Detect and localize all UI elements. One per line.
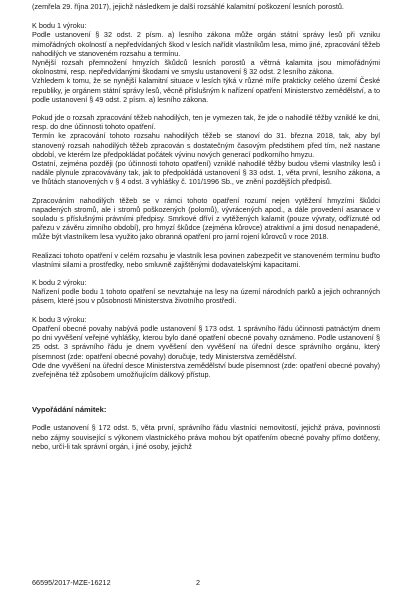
paragraph: Podle ustanovení § 32 odst. 2 písm. a) lesního zákona může orgán státní správy lesů při vzniku mimořádných okolností a nepředvídaných škod v lesích nařídit vlastníkům lesa, mimo jiné, zpracování těžeb nahodilých ve stanoveném rozsahu a termínu. bbox=[32, 30, 380, 58]
paragraph: Realizaci tohoto opatření v celém rozsahu je vlastník lesa povinen zabezpečit ve stanoveném termínu buďto vlastními silami a prostředky, nebo smluvně zajištěnými dodavatelskými kapacitami. bbox=[32, 250, 380, 269]
page-number: 2 bbox=[196, 578, 201, 587]
paragraph: Termín ke zpracování tohoto rozsahu nahodilých těžeb se stanoví do 31. března 2018, tak, aby byl stanovený rozsah nahodilých těžeb zpracován s dostatečným časovým předstihem před tím, než nastane období, ve kterém lze předpokládat počátek vývinu nových generací podkorního hmyzu. bbox=[32, 131, 380, 159]
paragraph: Pokud jde o rozsah zpracování těžeb nahodilých, ten je vymezen tak, že jde o nahodilé těžby vzniklé ke dni, resp. do dne účinnosti tohoto opatření. bbox=[32, 113, 380, 132]
section-zpracovani bbox=[32, 196, 380, 242]
objections-heading: Vypořádání námitek: bbox=[32, 405, 107, 415]
paragraph: Zpracováním nahodilých těžeb se v rámci tohoto opatření rozumí nejen vytěžení hmyzími škůdci napadených stromů, ale i stromů poškozených (polomů), vývrácených apod., a dále provedení asanace v souladu s příslušnými právními předpisy. Smrkové dříví z vytěžených kalamit (pouze vývraty, odříznuté od pařezu v závěru zimního období), pro hmyzí škůdce (zejména kůrovce) atraktivní a jimi dosud nenapadené, může být vlastníkem lesa využito jako obranná opatření pro jarní rojení kůrovců v roce 2018. bbox=[32, 195, 380, 242]
section-bod-2 bbox=[32, 278, 380, 306]
section-title: K bodu 2 výroku: bbox=[32, 278, 87, 288]
paragraph: Nařízení podle bodu 1 tohoto opatření se nevztahuje na lesy na území národních parků a jejich ochranných pásem, které jsou v působnosti Ministerstva životního prostředí. bbox=[32, 287, 380, 306]
section-realizace bbox=[32, 251, 380, 269]
section-rozsah bbox=[32, 113, 380, 187]
paragraph: Vzhledem k tomu, že se nynější kalamitní situace v lesích týká v různé míře prakticky celého území České republiky, je orgánem státní správy lesů, věcně příslušným k nařízení opatření Ministerstvo zemědělství, a to podle ustanovení § 49 odst. 2 písm. a) lesního zákona. bbox=[32, 76, 380, 104]
document-number: 66595/2017-MZE-16212 bbox=[32, 578, 111, 587]
section-title: K bodu 3 výroku: bbox=[32, 314, 87, 324]
paragraph: Ostatní, zejména později (po účinnosti tohoto opatření) vzniklé nahodilé těžby budou všemi vlastníky lesů i nadále plynule zpracovávány tak, jak to předpokládá ustanovení § 33 odst. 1, věta první, lesního zákona, a ve lhůtách stanovených v § 4 odst. 3 vyhlášky č. 101/1996 Sb., ve znění pozdějších předpisů. bbox=[32, 159, 380, 187]
paragraph: Nynější rozsah přemnožení hmyzích škůdců lesních porostů a větrná kalamita jsou mimořádnými okolnostmi, resp. nepředvídanými škodami ve smyslu ustanovení § 32 odst. 2 lesního zákona. bbox=[32, 58, 380, 77]
paragraph: Ode dne vyvěšení na úřední desce Ministerstva zemědělství bude písemnost (zde: opatření obecné povahy) zveřejněna též způsobem umožňujícím dálkový přístup. bbox=[32, 360, 380, 379]
section-objections bbox=[32, 405, 380, 451]
section-bod-3 bbox=[32, 315, 380, 379]
objections-paragraph: Podle ustanovení § 172 odst. 5, věta první, správního řádu vlastníci nemovitostí, jejichž práva, povinnosti nebo zájmy související s výkonem vlastnického práva mohou být opatřením obecné povahy přímo dotčeny, nebo, určí-li tak správní orgán, i jiné osoby, jejichž bbox=[32, 423, 380, 451]
section-bod-1 bbox=[32, 21, 380, 104]
section-title: K bodu 1 výroku: bbox=[32, 21, 87, 31]
intro-paragraph: (zemřela 29. října 2017), jejichž následkem je další rozsáhlé kalamitní poškození lesních porostů. bbox=[32, 2, 344, 11]
paragraph: Opatření obecné povahy nabývá podle ustanovení § 173 odst. 1 správního řádu účinnosti patnáctým dnem po dni vyvěšení veřejné vyhlášky, kterou bylo dané opatření obecné povahy oznámeno. Podle ustanovení § 25 odst. 3 správního řádu je dnem vyvěšení den vyvěšení na úřední desce správního orgánu, který písemnost (zde: opatření obecné povahy) doručuje, tedy Ministerstva zemědělství. bbox=[32, 323, 380, 361]
document-body bbox=[32, 2, 380, 451]
